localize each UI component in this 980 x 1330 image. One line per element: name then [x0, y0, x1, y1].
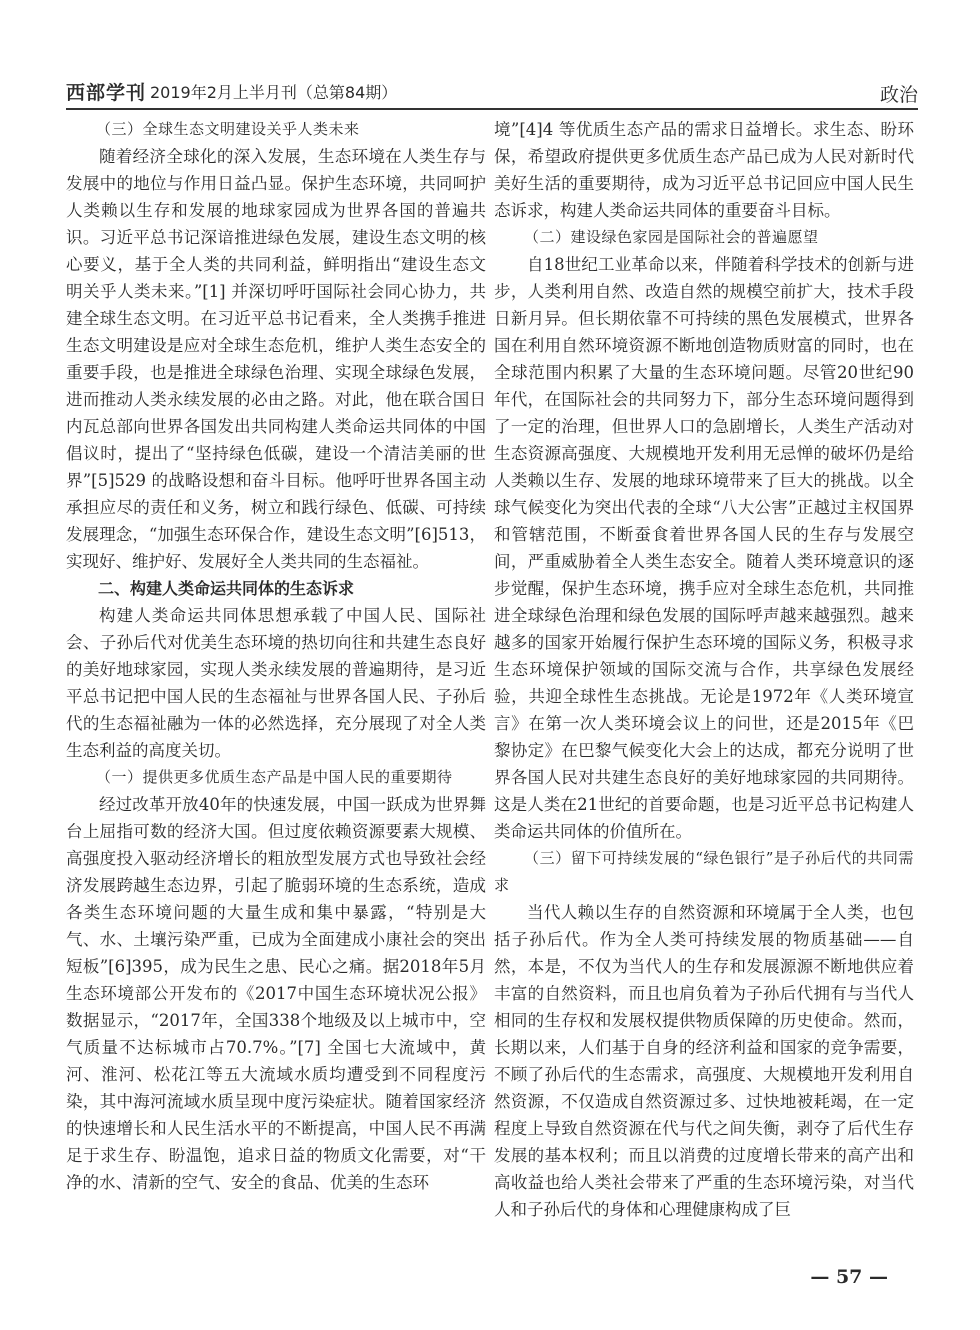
section-heading: 二、构建人类命运共同体的生态诉求	[98, 579, 355, 598]
header-rule	[66, 108, 918, 110]
subheading: （三）留下可持续发展的“绿色银行”是子孙后代的共同需求	[494, 849, 914, 894]
running-header	[66, 78, 918, 104]
paragraph: 自18世纪工业革命以来，伴随着科学技术的创新与进步，人类利用自然、改造自然的规模空前扩大，技术手段日新月异。但长期依靠不可持续的黑色发展模式，世界各国在利用自然环境资源不断地创造物质财富的同时，也在全球范围内积累了大量的生态环境问题。尽管20世纪90年代，在国际社会的共同努力下，部分生态环境问题得到了一定的治理，但世界人口的急剧增长，人类生产活动对生态资源高强度、大规模地开发利用无忌惮的破坏仍是给人类赖以生存、发展的地球环境带来了巨大的挑战。以全球气候变化为突出代表的全球“八大公害”正越过主权国界和管辖范围，不断蚕食着世界各国人民的生存与发展空间，严重威胁着全人类生态安全。随着人类环境意识的逐步觉醒，保护生态环境，携手应对全球生态危机，共同推进全球绿色治理和绿色发展的国际呼声越来越强烈。越来越多的国家开始履行保护生态环境的国际义务，积极寻求生态环境保护领域的国际交流与合作，共享绿色发展经验，共迎全球性生态挑战。无论是1972年《人类环境宣言》在第一次人类环境会议上的问世，还是2015年《巴黎协定》在巴黎气候变化大会上的达成，都充分说明了世界各国人民对共建生态良好的美好地球家园的共同期待。这是人类在21世纪的首要命题，也是习近平总书记构建人类命运共同体的价值所在。	[494, 255, 914, 841]
journal-logo: 西部学刊	[66, 82, 147, 104]
paragraph-continued: 境”[4]4 等优质生态产品的需求日益增长。求生态、盼环保，希望政府提供更多优质生态产品已成为人民对新时代美好生活的重要期待，成为习近平总书记回应中国人民生态诉求，构建人类命运共同体的重要奋斗目标。	[494, 120, 914, 220]
paragraph: 经过改革开放40年的快速发展，中国一跃成为世界舞台上屈指可数的经济大国。但过度依赖资源要素大规模、高强度投入驱动经济增长的粗放型发展方式也导致社会经济发展跨越生态边界，引起了脆弱环境的生态系统，造成各类生态环境问题的大量生成和集中暴露，“特别是大气、水、土壤污染严重，已成为全面建成小康社会的突出短板”[6]395，成为民生之患、民心之痛。据2018年5月生态环境部公开发布的《2017中国生态环境状况公报》数据显示，“2017年，全国338个地级及以上城市中，空气质量不达标城市占70.7%。”[7] 全国七大流域中，黄河、淮河、松花江等五大流域水质均遭受到不同程度污染，其中海河流域水质呈现中度污染症状。随着国家经济的快速增长和人民生活水平的不断提高，中国人民不再满足于求生存、盼温饱，追求日益的物质文化需要，对“干净的水、清新的空气、安全的食品、优美的生态环	[66, 795, 486, 1192]
section-name: 政治	[879, 84, 918, 106]
issue-info: 2019年2月上半月刊（总第84期）	[150, 83, 398, 102]
paragraph: 随着经济全球化的深入发展，生态环境在人类生存与发展中的地位与作用日益凸显。保护生态环境，共同呵护人类赖以生存和发展的地球家园成为世界各国的普遍共识。习近平总书记深谙推进绿色发展，建设生态文明的核心要义，基于全人类的共同利益，鲜明指出“建设生态文明关乎人类未来。”[1] 并深切呼吁国际社会同心协力，共建全球生态文明。在习近平总书记看来，全人类携手推进生态文明建设是应对全球生态危机，维护人类生态安全的重要手段，也是推进全球绿色治理、实现全球绿色发展，进而推动人类永续发展的必由之路。对此，他在联合国日内瓦总部向世界各国发出共同构建人类命运共同体的中国倡议时，提出了“坚持绿色低碳，建设一个清洁美丽的世界”[5]529 的战略设想和奋斗目标。他呼吁世界各国主动承担应尽的责任和义务，树立和践行绿色、低碳、可持续发展理念，“加强生态环保合作，建设生态文明”[6]513，实现好、维护好、发展好全人类共同的生态福祉。	[66, 147, 486, 571]
paragraph: 当代人赖以生存的自然资源和环境属于全人类，也包括子孙后代。作为全人类可持续发展的物质基础——自然，本是，不仅为当代人的生存和发展源源不断地供应着丰富的自然资料，而且也肩负着为子孙后代拥有与当代人相同的生存权和发展权提供物质保障的历史使命。然而，长期以来，人们基于自身的经济利益和国家的竞争需要，不顾了孙后代的生态需求，高强度、大规模地开发利用自然资源，不仅造成自然资源过多、过快地被耗竭，在一定程度上导致自然资源在代与代之间失衡，剥夺了后代生存发展的基本权利；而且以消费的过度增长带来的高产出和高收益也给人类社会带来了严重的生态环境污染，对当代人和子孙后代的身体和心理健康构成了巨	[494, 903, 914, 1219]
page-number: — 57 —	[810, 1266, 888, 1288]
left-column	[66, 116, 486, 1196]
right-column	[494, 116, 914, 1223]
subheading: （三）全球生态文明建设关乎人类未来	[96, 120, 360, 138]
subheading: （二）建设绿色家园是国际社会的普遍愿望	[524, 228, 819, 246]
subheading: （一）提供更多优质生态产品是中国人民的重要期待	[96, 768, 453, 786]
paragraph: 构建人类命运共同体思想承载了中国人民、国际社会、子孙后代对优美生态环境的热切向往和共建生态良好的美好地球家园，实现人类永续发展的普遍期待，是习近平总书记把中国人民的生态福祉与世界各国人民、子孙后代的生态福祉融为一体的必然选择，充分展现了对全人类生态利益的高度关切。	[66, 606, 486, 760]
